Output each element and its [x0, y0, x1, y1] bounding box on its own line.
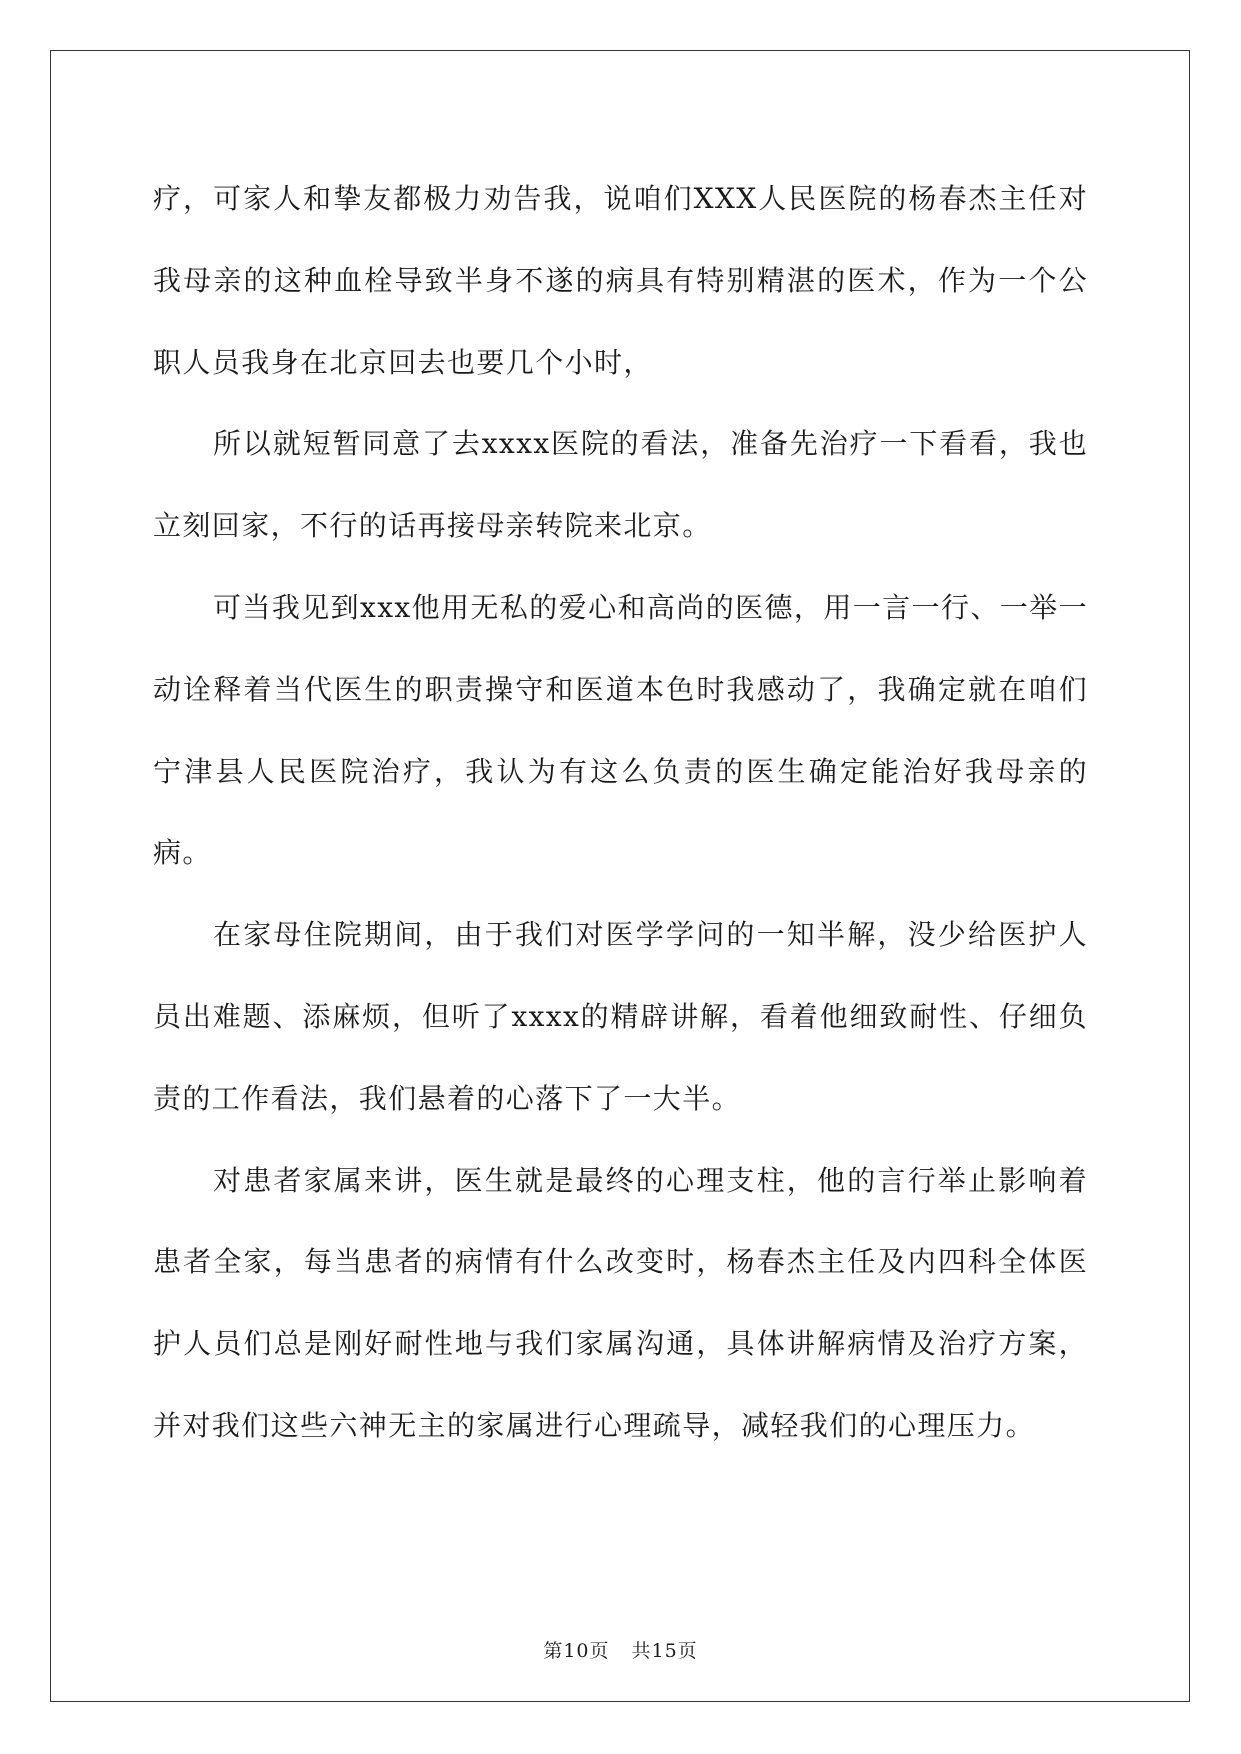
paragraph: 所以就短暂同意了去xxxx医院的看法，准备先治疗一下看看，我也立刻回家，不行的话再接母亲转院来北京。 [153, 427, 1088, 543]
paragraph: 疗，可家人和挚友都极力劝告我，说咱们XXX人民医院的杨春杰主任对我母亲的这种血栓导致半身不遂的病具有特别精湛的医术，作为一个公职人员我身在北京回去也要几个小时， [153, 182, 1088, 379]
paragraph: 对患者家属来讲，医生就是最终的心理支柱，他的言行举止影响着患者全家，每当患者的病情有什么改变时，杨春杰主任及内四科全体医护人员们总是刚好耐性地与我们家属沟通，具体讲解病情及治疗方案，并对我们这些六神无主的家属进行心理疏导，减轻我们的心理压力。 [153, 1163, 1088, 1442]
page-number: 第10页 [543, 1640, 610, 1662]
paragraph: 在家母住院期间，由于我们对医学学问的一知半解，没少给医护人员出难题、添麻烦，但听了xxxx的精辟讲解，看着他细致耐性、仔细负责的工作看法，我们悬着的心落下了一大半。 [153, 918, 1088, 1115]
paragraph: 可当我见到xxx他用无私的爱心和高尚的医德，用一言一行、一举一动诠释着当代医生的职责操守和医道本色时我感动了，我确定就在咱们宁津县人民医院治疗，我认为有这么负责的医生确定能治好我母亲的病。 [153, 590, 1088, 870]
document-body [153, 158, 1088, 1467]
page-footer [0, 1636, 1241, 1663]
page-total: 共15页 [631, 1640, 698, 1662]
